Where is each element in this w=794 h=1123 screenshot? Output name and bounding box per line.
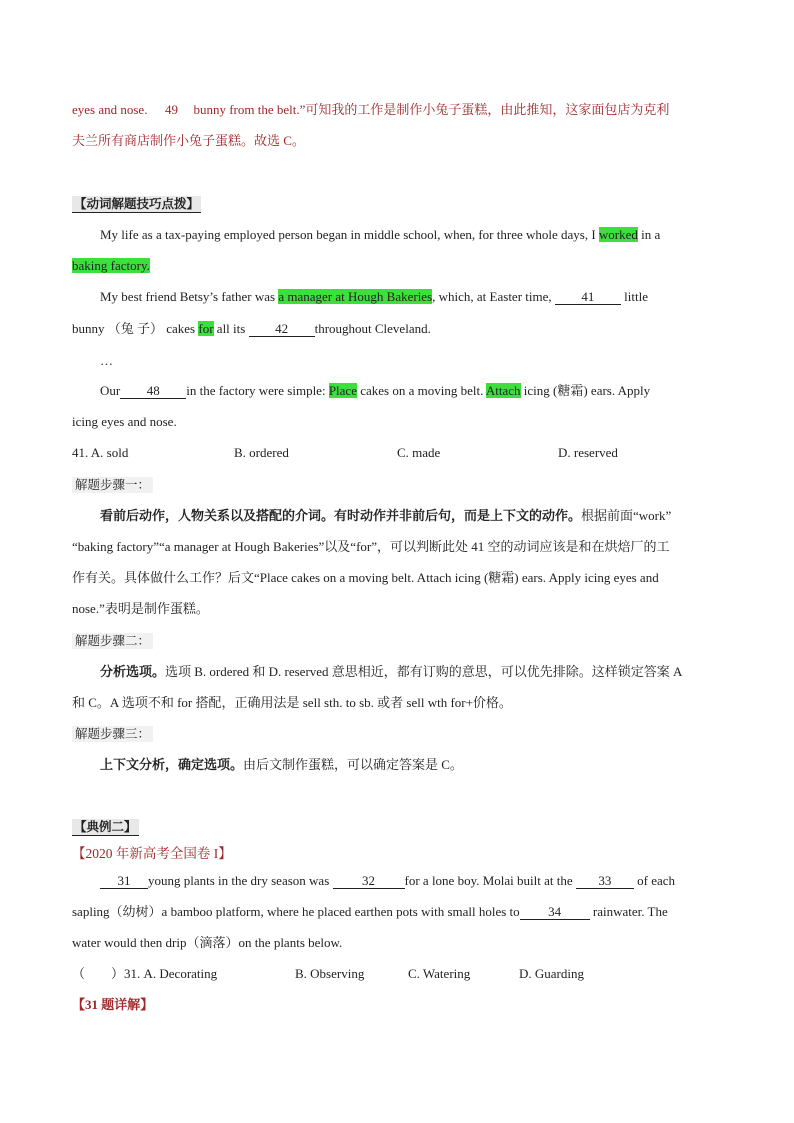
text-run: 由后文制作蛋糕，可以确定答案是 C。 xyxy=(243,757,463,772)
text-run: in the factory were simple: xyxy=(186,383,329,398)
blank-31: 31 xyxy=(100,873,148,889)
detail-heading: 【31 题详解】 xyxy=(72,997,154,1012)
step-3-line xyxy=(100,756,463,774)
top-paragraph-line-2: 夫兰所有商店制作小兔子蛋糕。故选 C。 xyxy=(72,133,305,148)
highlight: Attach xyxy=(485,383,521,398)
section-heading xyxy=(72,195,201,213)
section-heading-label: 【动词解题技巧点拨】 xyxy=(74,197,200,211)
text-run: 上下文分析，确定选项。 xyxy=(100,757,244,772)
text-run: all its xyxy=(213,321,249,336)
highlight: Place xyxy=(328,383,357,398)
text-run: cakes on a moving belt. xyxy=(356,383,486,398)
blank-42: 42 xyxy=(249,321,315,337)
step-1-line: “baking factory”“a manager at Hough Bakeries”以及“for”，可以判断此处 41 空的动词应该是和在烘焙厂的工 xyxy=(72,539,670,554)
text-run: little xyxy=(620,289,648,304)
passage-line xyxy=(100,382,650,400)
passage-line xyxy=(100,288,648,306)
example-heading-label: 【典例二】 xyxy=(74,820,137,834)
step-1-line xyxy=(100,507,671,525)
blank-33: 33 xyxy=(576,873,634,889)
passage-line xyxy=(100,872,675,890)
text-run: throughout Cleveland. xyxy=(314,321,431,336)
option-d: D. Guarding xyxy=(519,966,584,981)
passage-line xyxy=(72,320,431,338)
passage-line xyxy=(72,903,668,921)
step-1-line: 作有关。具体做什么工作？后文“Place cakes on a moving belt. Attach icing (糖霜) ears. Apply icing eyes and xyxy=(72,570,659,585)
highlight: baking factory. xyxy=(72,258,150,273)
top-paragraph-line-1 xyxy=(72,101,669,119)
blank-48: 48 xyxy=(120,383,186,399)
option-c: C. Watering xyxy=(408,966,471,981)
step-2-label: 解题步骤二： xyxy=(72,633,153,649)
text-run: in a xyxy=(637,227,661,242)
text-run: bunny （兔 子） cakes xyxy=(72,321,199,336)
passage-line xyxy=(100,226,660,244)
text-run: My best friend Betsy’s father was xyxy=(100,289,279,304)
text-run: for a lone boy. Molai built at the xyxy=(404,873,576,888)
blank-34: 34 xyxy=(520,904,590,920)
blank-32: 32 xyxy=(333,873,405,889)
text-run: 分析选项。 xyxy=(100,664,166,679)
passage-line xyxy=(72,257,150,275)
text-run: bunny from the belt.”可知我的工作是制作小兔子蛋糕，由此推知，这家面包店为克利 xyxy=(193,102,670,117)
section-heading xyxy=(72,818,139,836)
text-run: My life as a tax-paying employed person began in middle school, when, for three whole days, I xyxy=(100,227,599,242)
step-label xyxy=(72,476,153,494)
highlight: worked xyxy=(598,227,638,242)
step-2-line: 和 C。A 选项不和 for 搭配，正确用法是 sell sth. to sb. 或者 sell wth for+价格。 xyxy=(72,695,512,710)
text-run: Our xyxy=(100,383,121,398)
step-label xyxy=(72,725,153,743)
question-number: 49 xyxy=(164,102,178,117)
option-b: B. ordered xyxy=(234,445,289,460)
step-1-line: nose.”表明是制作蛋糕。 xyxy=(72,601,209,616)
text-run: 选项 B. ordered 和 D. reserved 意思相近，都有订购的意思，可以优先排除。这样锁定答案 A xyxy=(165,664,683,679)
step-label xyxy=(72,632,153,650)
text-run: icing (糖霜) ears. Apply xyxy=(520,383,651,398)
text-run: 根据前面“work” xyxy=(581,508,672,523)
text-run: young plants in the dry season was xyxy=(148,873,333,888)
text-run: sapling（幼树）a bamboo platform, where he placed earthen pots with small holes to xyxy=(72,904,520,919)
text-run: eyes and nose. xyxy=(72,102,148,117)
option-d: D. reserved xyxy=(558,445,618,460)
option-b: B. Observing xyxy=(295,966,365,981)
step-2-line xyxy=(100,663,682,681)
text-run: rainwater. The xyxy=(589,904,668,919)
option-a: 41. A. sold xyxy=(72,445,129,460)
example-source: 【2020 年新高考全国卷 I】 xyxy=(72,846,232,861)
highlight: for xyxy=(198,321,214,336)
text-run: , which, at Easter time, xyxy=(432,289,555,304)
passage-line: water would then drip（滴落）on the plants below. xyxy=(72,935,343,950)
highlight: a manager at Hough Bakeries xyxy=(278,289,433,304)
option-a: （ ）31. A. Decorating xyxy=(72,966,218,981)
passage-line: icing eyes and nose. xyxy=(72,414,177,429)
text-run: 看前后动作，人物关系以及搭配的介词。有时动作并非前后句，而是上下文的动作。 xyxy=(100,508,582,523)
ellipsis: … xyxy=(100,353,113,368)
blank-41: 41 xyxy=(555,289,621,305)
step-1-label: 解题步骤一： xyxy=(72,477,153,493)
text-run: of each xyxy=(633,873,676,888)
option-c: C. made xyxy=(397,445,441,460)
step-3-label: 解题步骤三： xyxy=(72,726,153,742)
